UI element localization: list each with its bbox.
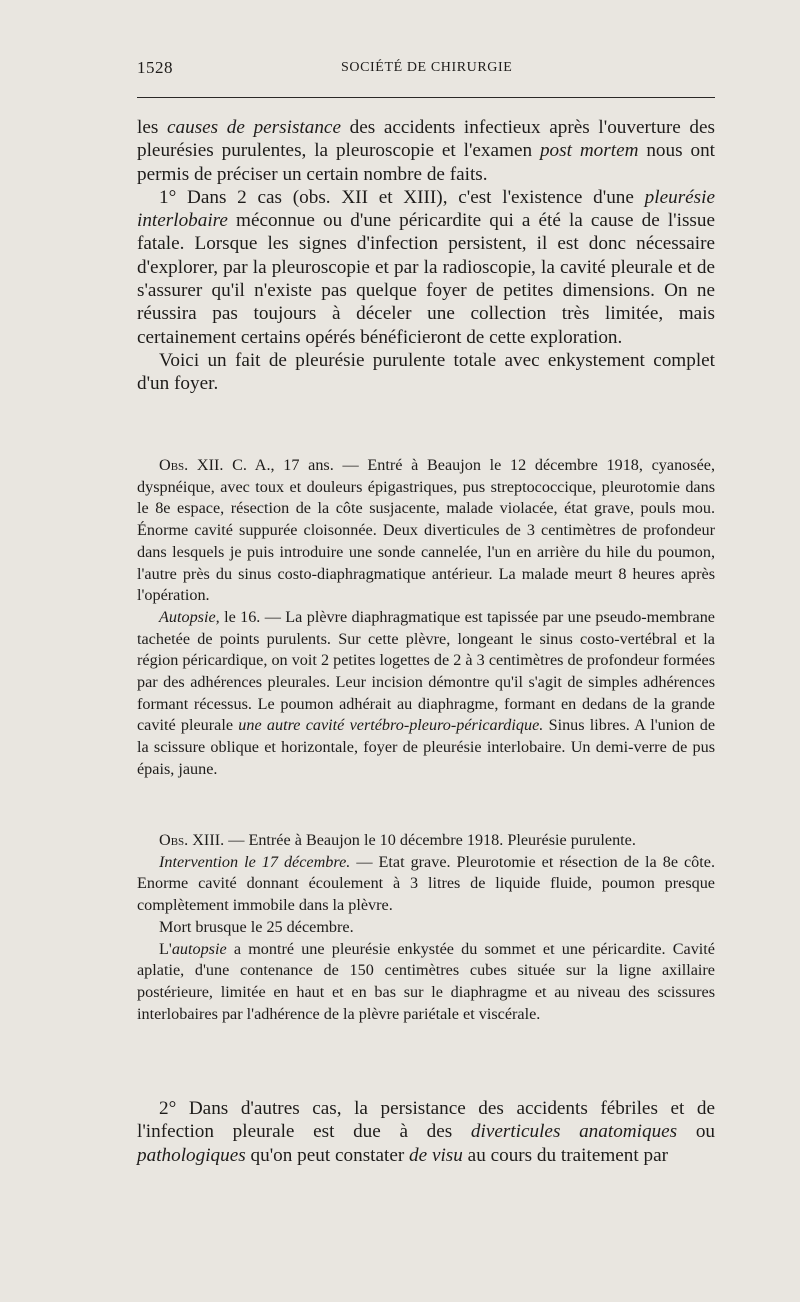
obs13-paragraph: Obs. XIII. — Entrée à Beaujon le 10 décembre 1918. Pleurésie purulente. (159, 831, 636, 849)
intro-paragraph-2: 1° Dans 2 cas (obs. XII et XIII), c'est l'existence d'une pleurésie interlobaire méconnue ou d'une péricardite qui a été la cause de l'issue fatale. Lorsque les signes d'infection persistent, il est donc nécessaire d'explorer, par la pleuroscopie et par la radioscopie, la cavité pleurale et de s'assurer qu'il n'existe pas quelque foyer de petites dimensions. On ne réussira pas toujours à déceler une collection très limitée, mais certainement certains opérés bénéficieront de cette exploration. (137, 186, 715, 348)
page-number: 1528 (137, 58, 173, 77)
intro-paragraph-1: les causes de persistance des accidents infectieux après l'ouverture des pleurésies purulentes, la pleuroscopie et l'examen post mortem nous ont permis de préciser un certain nombre de faits. (137, 117, 715, 185)
observation-13 (137, 830, 715, 1025)
obs13-intervention: Intervention le 17 décembre. — Etat grave. Pleurotomie et résection de la 8e côte. Enorme cavité donnant écoulement à 3 litres de liquide fluide, poumon presque complètement immobile dans la plèvre. (137, 852, 716, 915)
running-title: SOCIÉTÉ DE CHIRURGIE (341, 60, 513, 75)
intro-paragraph-3: Voici un fait de pleurésie purulente totale avec enkystement complet d'un foyer. (137, 349, 715, 395)
obs13-label: Obs. XIII. (159, 831, 225, 849)
obs13-autopsy: L'autopsie a montré une pleurésie enkystée du sommet et une péricardite. Cavité aplatie, d'une contenance de 150 centimètres cubes située sur la ligne axillaire postérieure, limitée en haut et en bas sur le diaphragme et au niveau des scissures interlobaires par l'adhérence de la plèvre pariétale et viscérale. (137, 939, 715, 1023)
obs13-death: Mort brusque le 25 décembre. (159, 917, 354, 936)
obs12-paragraph: Obs. XII. C. A., 17 ans. — Entré à Beaujon le 12 décembre 1918, cyanosée, dyspnéique, avec toux et douleurs épigastriques, pus streptococcique, pleurotomie dans le 8e espace, résection de la côte susjacente, malade violacée, état grave, pouls mou. Énorme cavité suppurée cloisonnée. Deux diverticules de 3 centimètres de profondeur dans lesquels je puis introduire une sonde cannelée, l'un en arrière du hile du poumon, l'autre près du sinus costo-diaphragmatique antérieur. La malade meurt 8 heures après l'opération. (137, 456, 715, 605)
page-header (137, 58, 715, 84)
obs12-autopsy: Autopsie, le 16. — La plèvre diaphragmatique est tapissée par une pseudo-membrane tachetée de points purulents. Sur cette plèvre, longeant le sinus costo-vertébral et la région péricardique, on voit 2 petites logettes de 2 à 3 centimètres de profondeur formées par des adhérences pleurales. Leur incision démontre qu'il s'agit de simples adhérences formant récessus. Le poumon adhérait au diaphragme, formant en dedans de la grande cavité pleurale une autre cavité vertébro-pleuro-péricardique. Sinus libres. A l'union de la scissure oblique et horizontale, foyer de pleurésie interlobaire. Un demi-verre de pus épais, jaune. (137, 607, 716, 778)
header-rule (137, 97, 715, 98)
observation-12 (137, 455, 715, 781)
final-section (137, 1097, 715, 1167)
intro-section (137, 116, 715, 396)
obs12-label: Obs. XII. (159, 456, 224, 474)
final-paragraph: 2° Dans d'autres cas, la persistance des accidents fébriles et de l'infection pleurale est due à des diverticules anatomiques ou pathologiques qu'on peut constater de visu au cours du traitement par (137, 1098, 716, 1166)
